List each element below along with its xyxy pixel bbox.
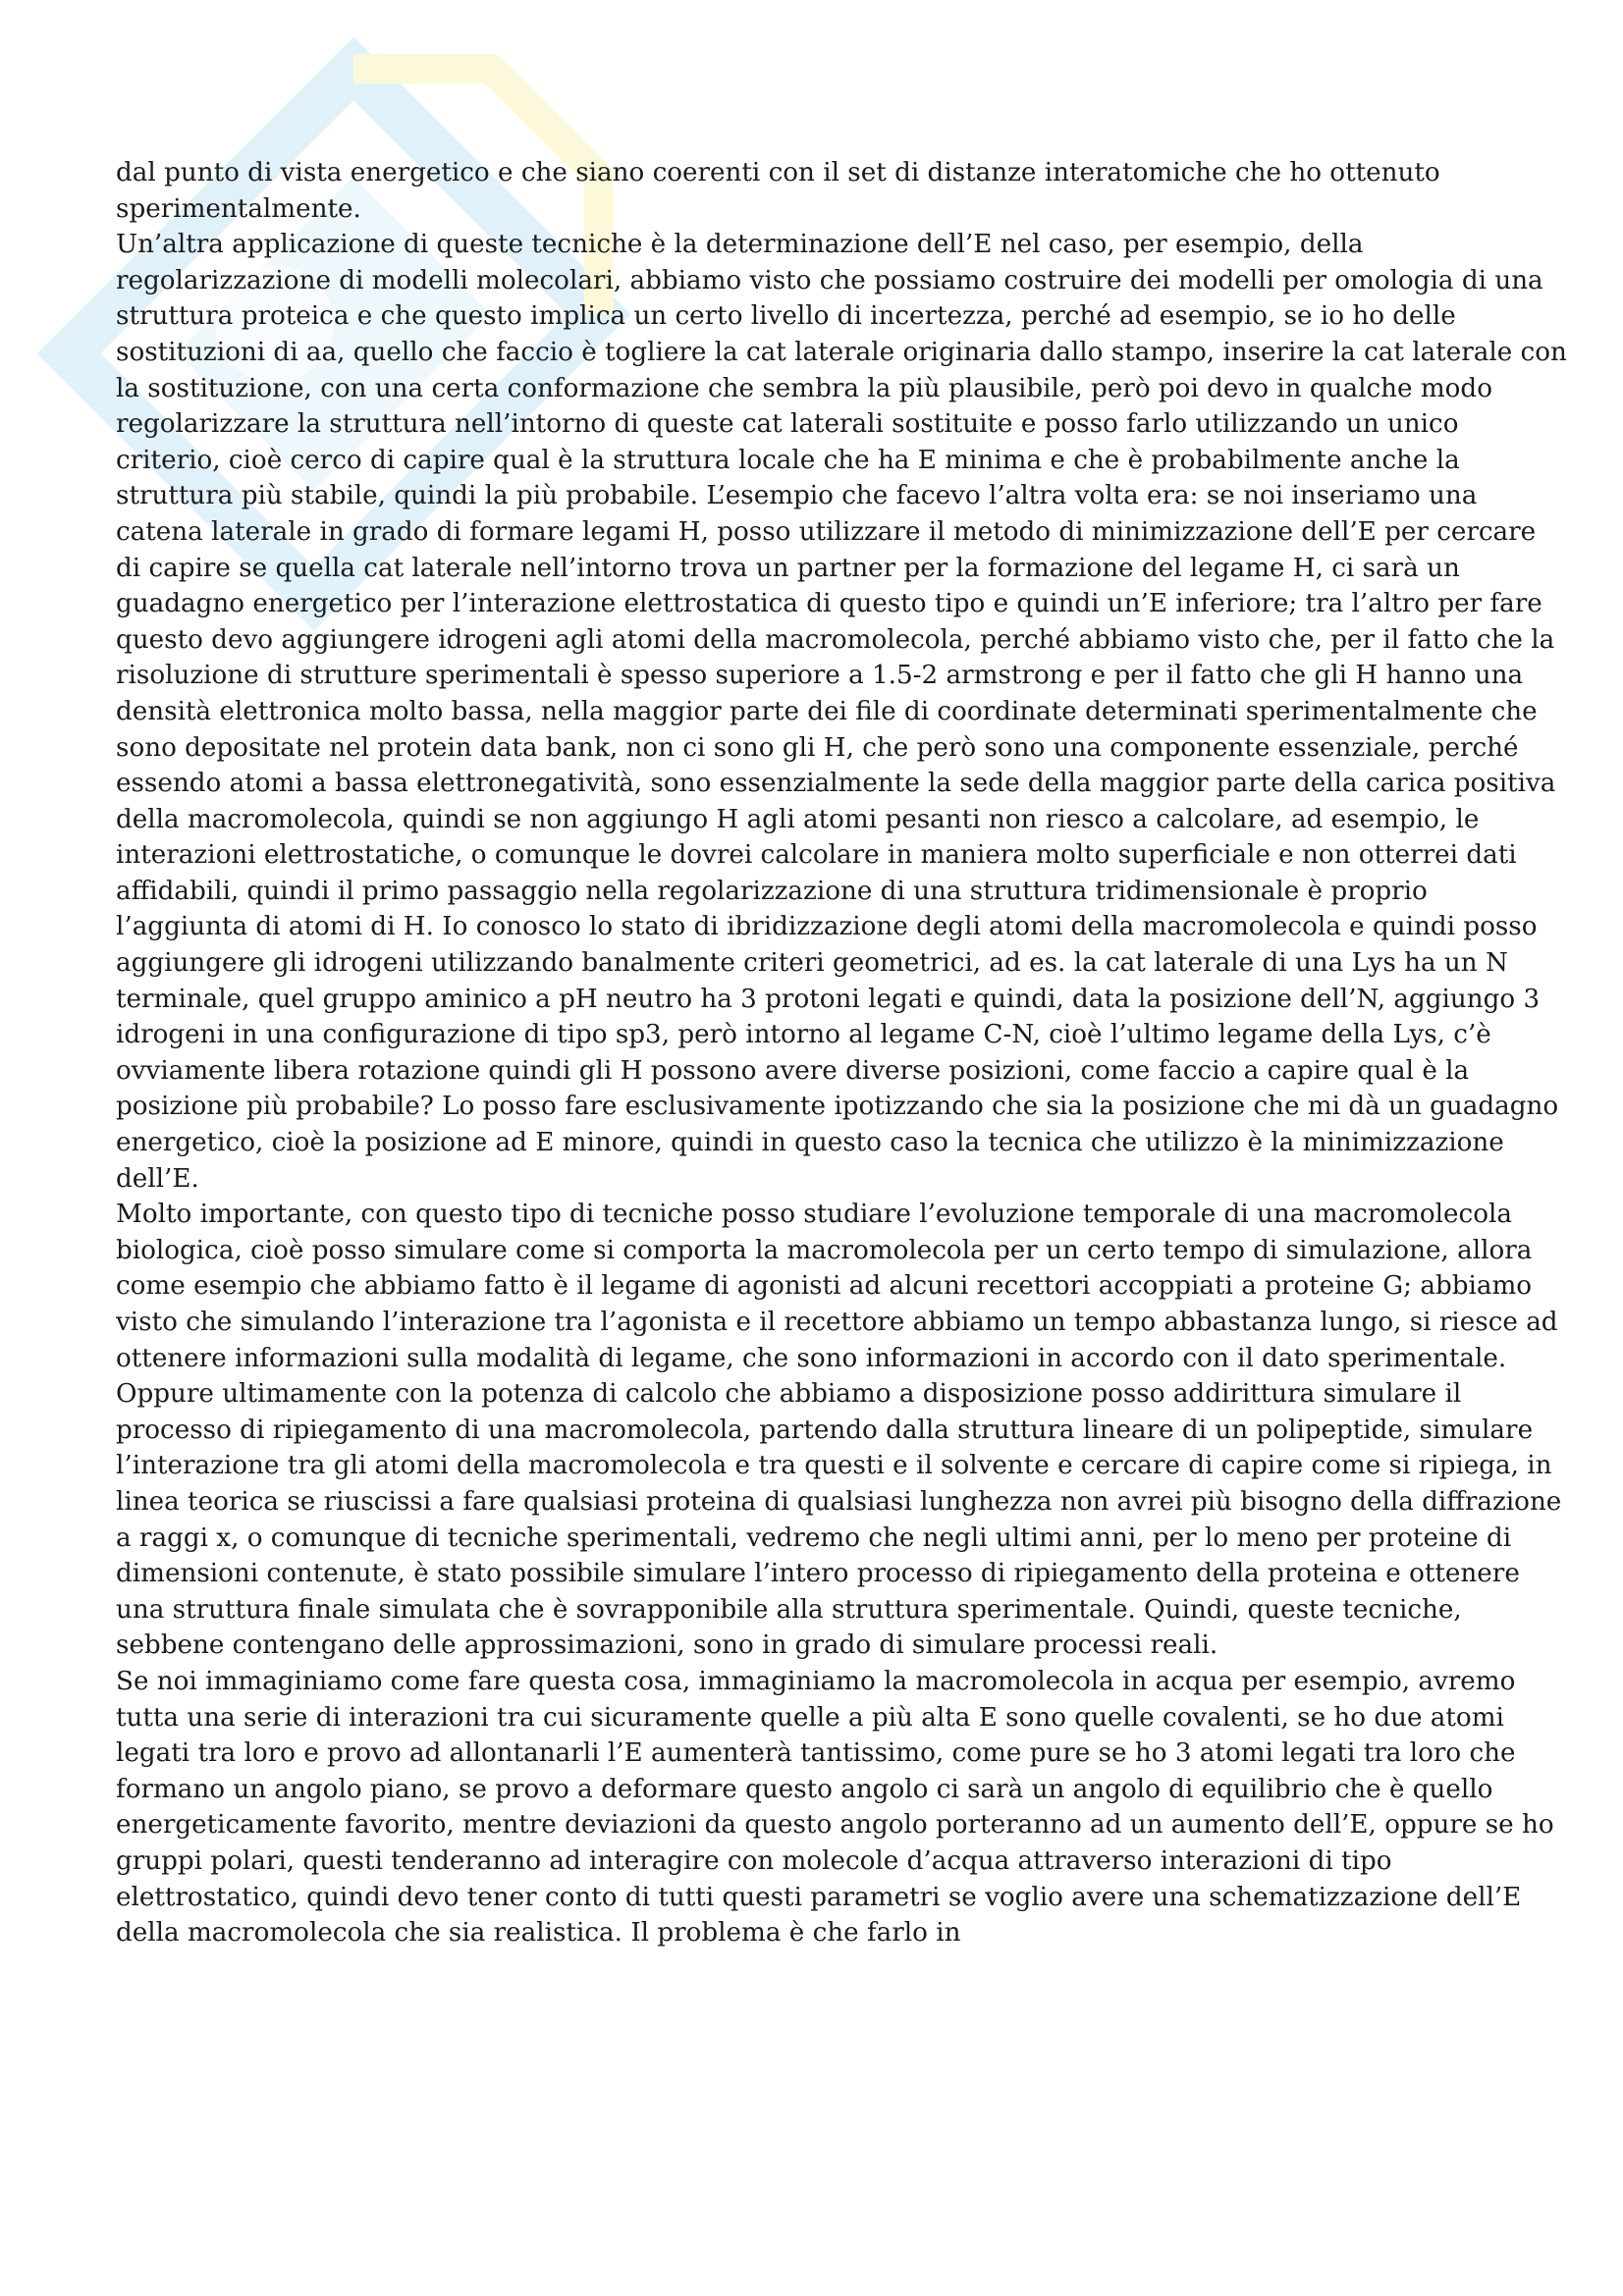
- paragraph-4: Se noi immaginiamo come fare questa cosa, immaginiamo la macromolecola in acqua per esempio, avremo tutta una serie di interazioni tra cui sicuramente quelle a più alta E sono quelle covalenti, se ho due atomi legati tra loro e provo ad allontanarli l’E aumenterà tantissimo, come pure se ho 3 atomi legati tra loro che formano un angolo piano, se provo a deformare questo angolo ci sarà un angolo di equilibrio che è quello energeticamente favorito, mentre deviazioni da questo angolo porteranno ad un aumento dell’E, oppure se ho gruppi polari, questi tenderanno ad interagire con molecole d’acqua attraverso interazioni di tipo elettrostatico, quindi devo tener conto di tutti questi parametri se voglio avere una schematizzazione dell’E della macromolecola che sia realistica. Il problema è che farlo in: [116, 1666, 1554, 1949]
- document-page: [116, 155, 1567, 1951]
- paragraph-2: Un’altra applicazione di queste tecniche è la determinazione dell’E nel caso, per esempio, della regolarizzazione di modelli molecolari, abbiamo visto che possiamo costruire dei modelli per omologia di una struttura proteica e che questo implica un certo livello di incertezza, perché ad esempio, se io ho delle sostituzioni di aa, quello che faccio è togliere la cat laterale originaria dallo stampo, inserire la cat laterale con la sostituzione, con una certa conformazione che sembra la più plausibile, però poi devo in qualche modo regolarizzare la struttura nell’intorno di queste cat laterali sostituite e posso farlo utilizzando un unico criterio, cioè cerco di capire qual è la struttura locale che ha E minima e che è probabilmente anche la struttura più stabile, quindi la più probabile. L’esempio che facevo l’altra volta era: se noi inseriamo una catena laterale in grado di formare legami H, posso utilizzare il metodo di minimizzazione dell’E per cercare di capire se quella cat laterale nell’intorno trova un partner per la formazione del legame H, ci sarà un guadagno energetico per l’interazione elettrostatica di questo tipo e quindi un’E inferiore; tra l’altro per fare questo devo aggiungere idrogeni agli atomi della macromolecola, perché abbiamo visto che, per il fatto che la risoluzione di strutture sperimentali è spesso superiore a 1.5-2 armstrong e per il fatto che gli H hanno una densità elettronica molto bassa, nella maggior parte dei file di coordinate determinati sperimentalmente che sono depositate nel protein data bank, non ci sono gli H, che però sono una componente essenziale, perché essendo atomi a bassa elettronegatività, sono essenzialmente la sede della maggior parte della carica positiva della macromolecola, quindi se non aggiungo H agli atomi pesanti non riesco a calcolare, ad esempio, le interazioni elettrostatiche, o comunque le dovrei calcolare in maniera molto superficiale e non otterrei dati affidabili, quindi il primo passaggio nella regolarizzazione di una struttura tridimensionale è proprio l’aggiunta di atomi di H. Io conosco lo stato di ibridizzazione degli atomi della macromolecola e quindi posso aggiungere gli idrogeni utilizzando banalmente criteri geometrici, ad es. la cat laterale di una Lys ha un N terminale, quel gruppo aminico a pH neutro ha 3 protoni legati e quindi, data la posizione dell’N, aggiungo 3 idrogeni in una configurazione di tipo sp3, però intorno al legame C-N, cioè l’ultimo legame della Lys, c’è ovviamente libera rotazione quindi gli H possono avere diverse posizioni, come faccio a capire qual è la posizione più probabile? Lo posso fare esclusivamente ipotizzando che sia la posizione che mi dà un guadagno energetico, cioè la posizione ad E minore, quindi in questo caso la tecnica che utilizzo è la minimizzazione dell’E.: [116, 230, 1567, 1194]
- paragraph-3: Molto importante, con questo tipo di tecniche posso studiare l’evoluzione temporale di una macromolecola biologica, cioè posso simulare come si comporta la macromolecola per un certo tempo di simulazione, allora come esempio che abbiamo fatto è il legame di agonisti ad alcuni recettori accoppiati a proteine G; abbiamo visto che simulando l’interazione tra l’agonista e il recettore abbiamo un tempo abbastanza lungo, si riesce ad ottenere informazioni sulla modalità di legame, che sono informazioni in accordo con il dato sperimentale. Oppure ultimamente con la potenza di calcolo che abbiamo a disposizione posso addirittura simulare il processo di ripiegamento di una macromolecola, partendo dalla struttura lineare di un polipeptide, simulare l’interazione tra gli atomi della macromolecola e tra questi e il solvente e cercare di capire come si ripiega, in linea teorica se riuscissi a fare qualsiasi proteina di qualsiasi lunghezza non avrei più bisogno della diffrazione a raggi x, o comunque di tecniche sperimentali, vedremo che negli ultimi anni, per lo meno per proteine di dimensioni contenute, è stato possibile simulare l’intero processo di ripiegamento della proteina e ottenere una struttura finale simulata che è sovrapponibile alla struttura sperimentale. Quindi, queste tecniche, sebbene contengano delle approssimazioni, sono in grado di simulare processi reali.: [116, 1200, 1562, 1661]
- paragraph-1: dal punto di vista energetico e che siano coerenti con il set di distanze interatomiche che ho ottenuto sperimentalmente.: [116, 158, 1440, 224]
